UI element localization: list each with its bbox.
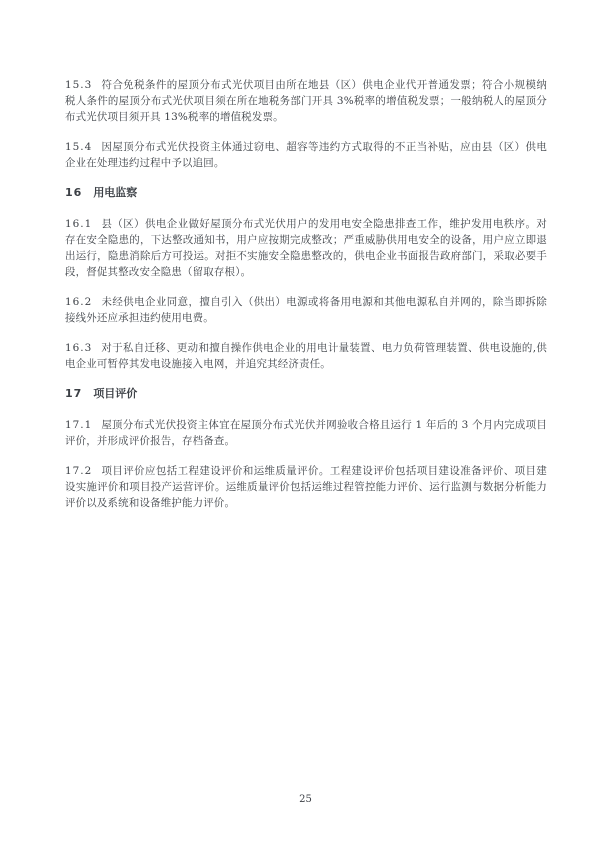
clause-text: 未经供电企业同意，擅自引入（供出）电源或将备用电源和其他电源私自并网的，除当即拆除接线外还应承担违约使用电费。 (65, 296, 547, 324)
clause-16-2 (65, 294, 547, 326)
clause-number: 16.3 (65, 342, 93, 354)
page-number: 25 (299, 794, 312, 805)
section-heading-16 (65, 185, 547, 201)
heading-number: 17 (65, 387, 83, 400)
heading-number: 16 (65, 186, 83, 199)
clause-number: 15.3 (65, 79, 93, 91)
heading-text: 用电监察 (93, 186, 138, 199)
clause-text: 县（区）供电企业做好屋顶分布式光伏用户的发用电安全隐患排查工作，维护发用电秩序。对存在安全隐患的，下达整改通知书，用户应按期完成整改；严重威胁供用电安全的设备，用户应立即退出运行，隐患消除后方可投运。对拒不实施安全隐患整改的，供电企业书面报告政府部门，采取必要手段，督促其整改安全隐患（留取存根）。 (65, 218, 547, 278)
clause-16-3 (65, 340, 547, 372)
clause-text: 对于私自迁移、更动和擅自操作供电企业的用电计量装置、电力负荷管理装置、供电设施的,供电企业可暂停其发电设施接入电网，并追究其经济责任。 (65, 342, 547, 370)
clause-16-1 (65, 216, 547, 280)
clause-text: 因屋顶分布式光伏投资主体通过窃电、超容等违约方式取得的不正当补贴，应由县（区）供电企业在处理违约过程中予以追回。 (65, 141, 547, 169)
clause-number: 16.1 (65, 218, 93, 230)
clause-17-1 (65, 417, 547, 449)
clause-15-4 (65, 139, 547, 171)
clause-text: 项目评价应包括工程建设评价和运维质量评价。工程建设评价包括项目建设准备评价、项目建设实施评价和项目投产运营评价。运维质量评价包括运维过程管控能力评价、运行监测与数据分析能力评价以及系统和设备维护能力评价。 (65, 465, 547, 509)
clause-17-2 (65, 463, 547, 511)
section-heading-17 (65, 386, 547, 402)
clause-number: 16.2 (65, 296, 93, 308)
clause-number: 15.4 (65, 141, 93, 153)
clause-15-3 (65, 77, 547, 125)
document-body (65, 77, 547, 525)
clause-text: 符合免税条件的屋顶分布式光伏项目由所在地县（区）供电企业代开普通发票；符合小规模纳税人条件的屋顶分布式光伏项目须在所在地税务部门开具 3%税率的增值税发票；一般纳税人的屋顶分布式光伏项目须开具 13%税率的增值税发票。 (65, 79, 547, 123)
heading-text: 项目评价 (93, 387, 138, 400)
clause-number: 17.2 (65, 465, 93, 477)
clause-text: 屋顶分布式光伏投资主体宜在屋顶分布式光伏并网验收合格且运行 1 年后的 3 个月内完成项目评价，并形成评价报告，存档备查。 (65, 419, 547, 447)
clause-number: 17.1 (65, 419, 93, 431)
